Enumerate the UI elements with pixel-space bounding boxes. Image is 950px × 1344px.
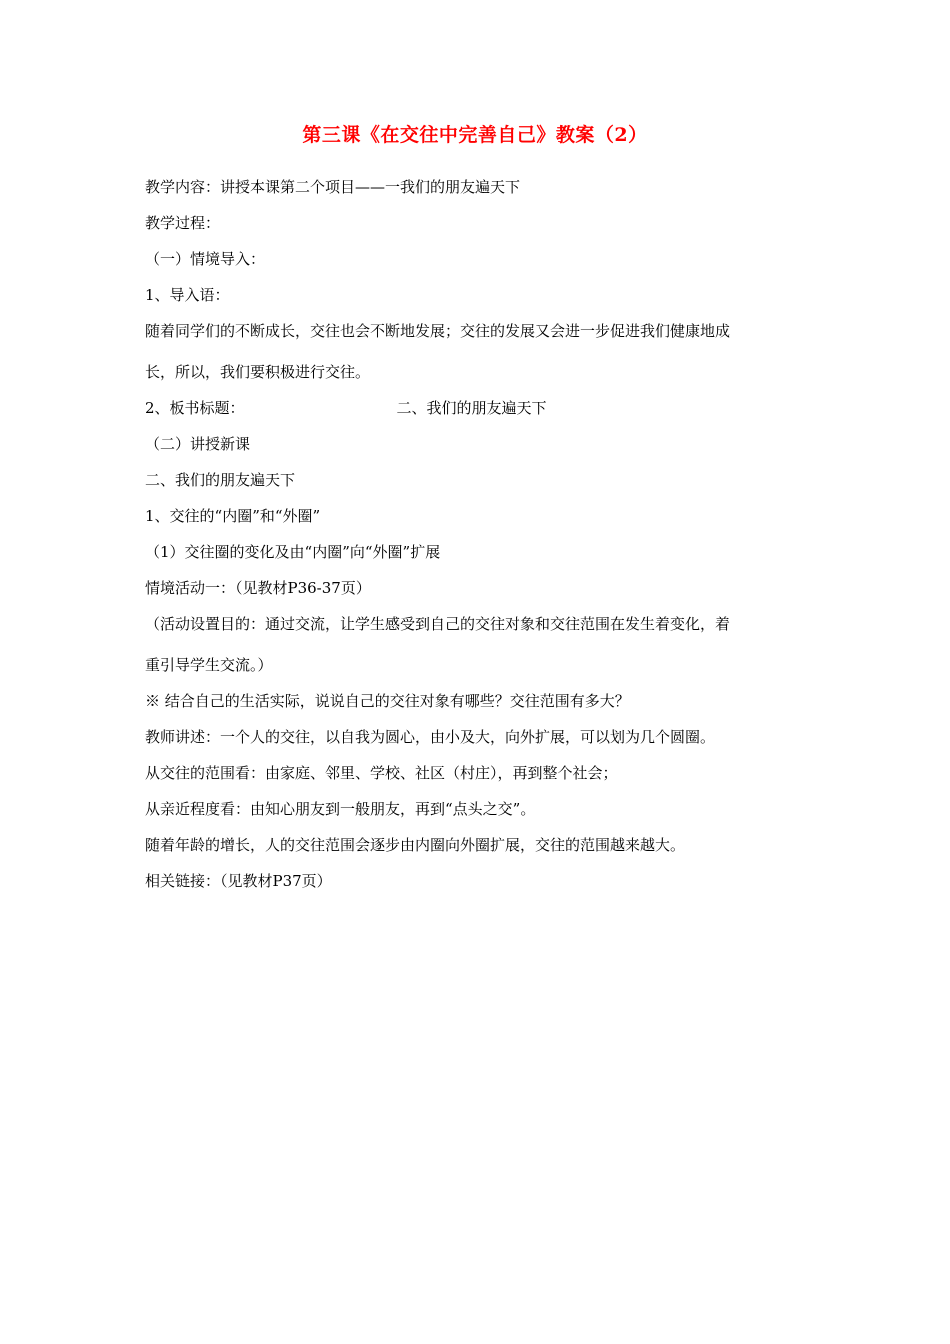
paragraph-line: 相关链接：（见教材P37页） [145, 872, 332, 890]
paragraph-line: 从亲近程度看：由知心朋友到一般朋友，再到“点头之交”。 [145, 800, 536, 818]
section-heading: 1、交往的“内圈”和“外圈” [145, 507, 321, 525]
paragraph-line: 重引导学生交流。） [145, 656, 273, 674]
paragraph-line: 随着年龄的增长，人的交往范围会逐步由内圈向外圈扩展，交往的范围越来越大。 [145, 836, 686, 854]
paragraph-line: （活动设置目的：通过交流，让学生感受到自己的交往对象和交往范围在发生着变化，着 [145, 615, 731, 633]
paragraph-line: （一）情境导入： [145, 250, 266, 268]
board-title-value: 二、我们的朋友遍天下 [396, 399, 547, 417]
paragraph-line: 从交往的范围看：由家庭、邻里、学校、社区（村庄），再到整个社会； [145, 764, 618, 782]
paragraph-line: 1、导入语： [145, 286, 230, 304]
board-title-label: 2、板书标题： [145, 399, 245, 417]
section-heading: （1）交往圈的变化及由“内圈”向“外圈”扩展 [145, 543, 441, 561]
paragraph-line: 随着同学们的不断成长，交往也会不断地发展；交往的发展又会进一步促进我们健康地成 [145, 322, 731, 340]
section-heading: 二、我们的朋友遍天下 [145, 471, 296, 489]
paragraph-line: 教学内容：讲授本课第二个项目——一我们的朋友遍天下 [145, 178, 521, 196]
document-title: 第三课《在交往中完善自己》教案（2） [302, 124, 648, 146]
paragraph-line: 教师讲述：一个人的交往，以自我为圆心，由小及大，向外扩展，可以划为几个圆圈。 [145, 728, 716, 746]
board-title-line [145, 398, 547, 418]
section-heading: （二）讲授新课 [145, 435, 251, 453]
paragraph-line: 长，所以，我们要积极进行交往。 [145, 363, 371, 381]
paragraph-line: 教学过程： [145, 214, 221, 232]
paragraph-line: 情境活动一：（见教材P36-37页） [145, 579, 371, 597]
paragraph-line: ※ 结合自己的生活实际，说说自己的交往对象有哪些？交往范围有多大？ [145, 692, 630, 710]
